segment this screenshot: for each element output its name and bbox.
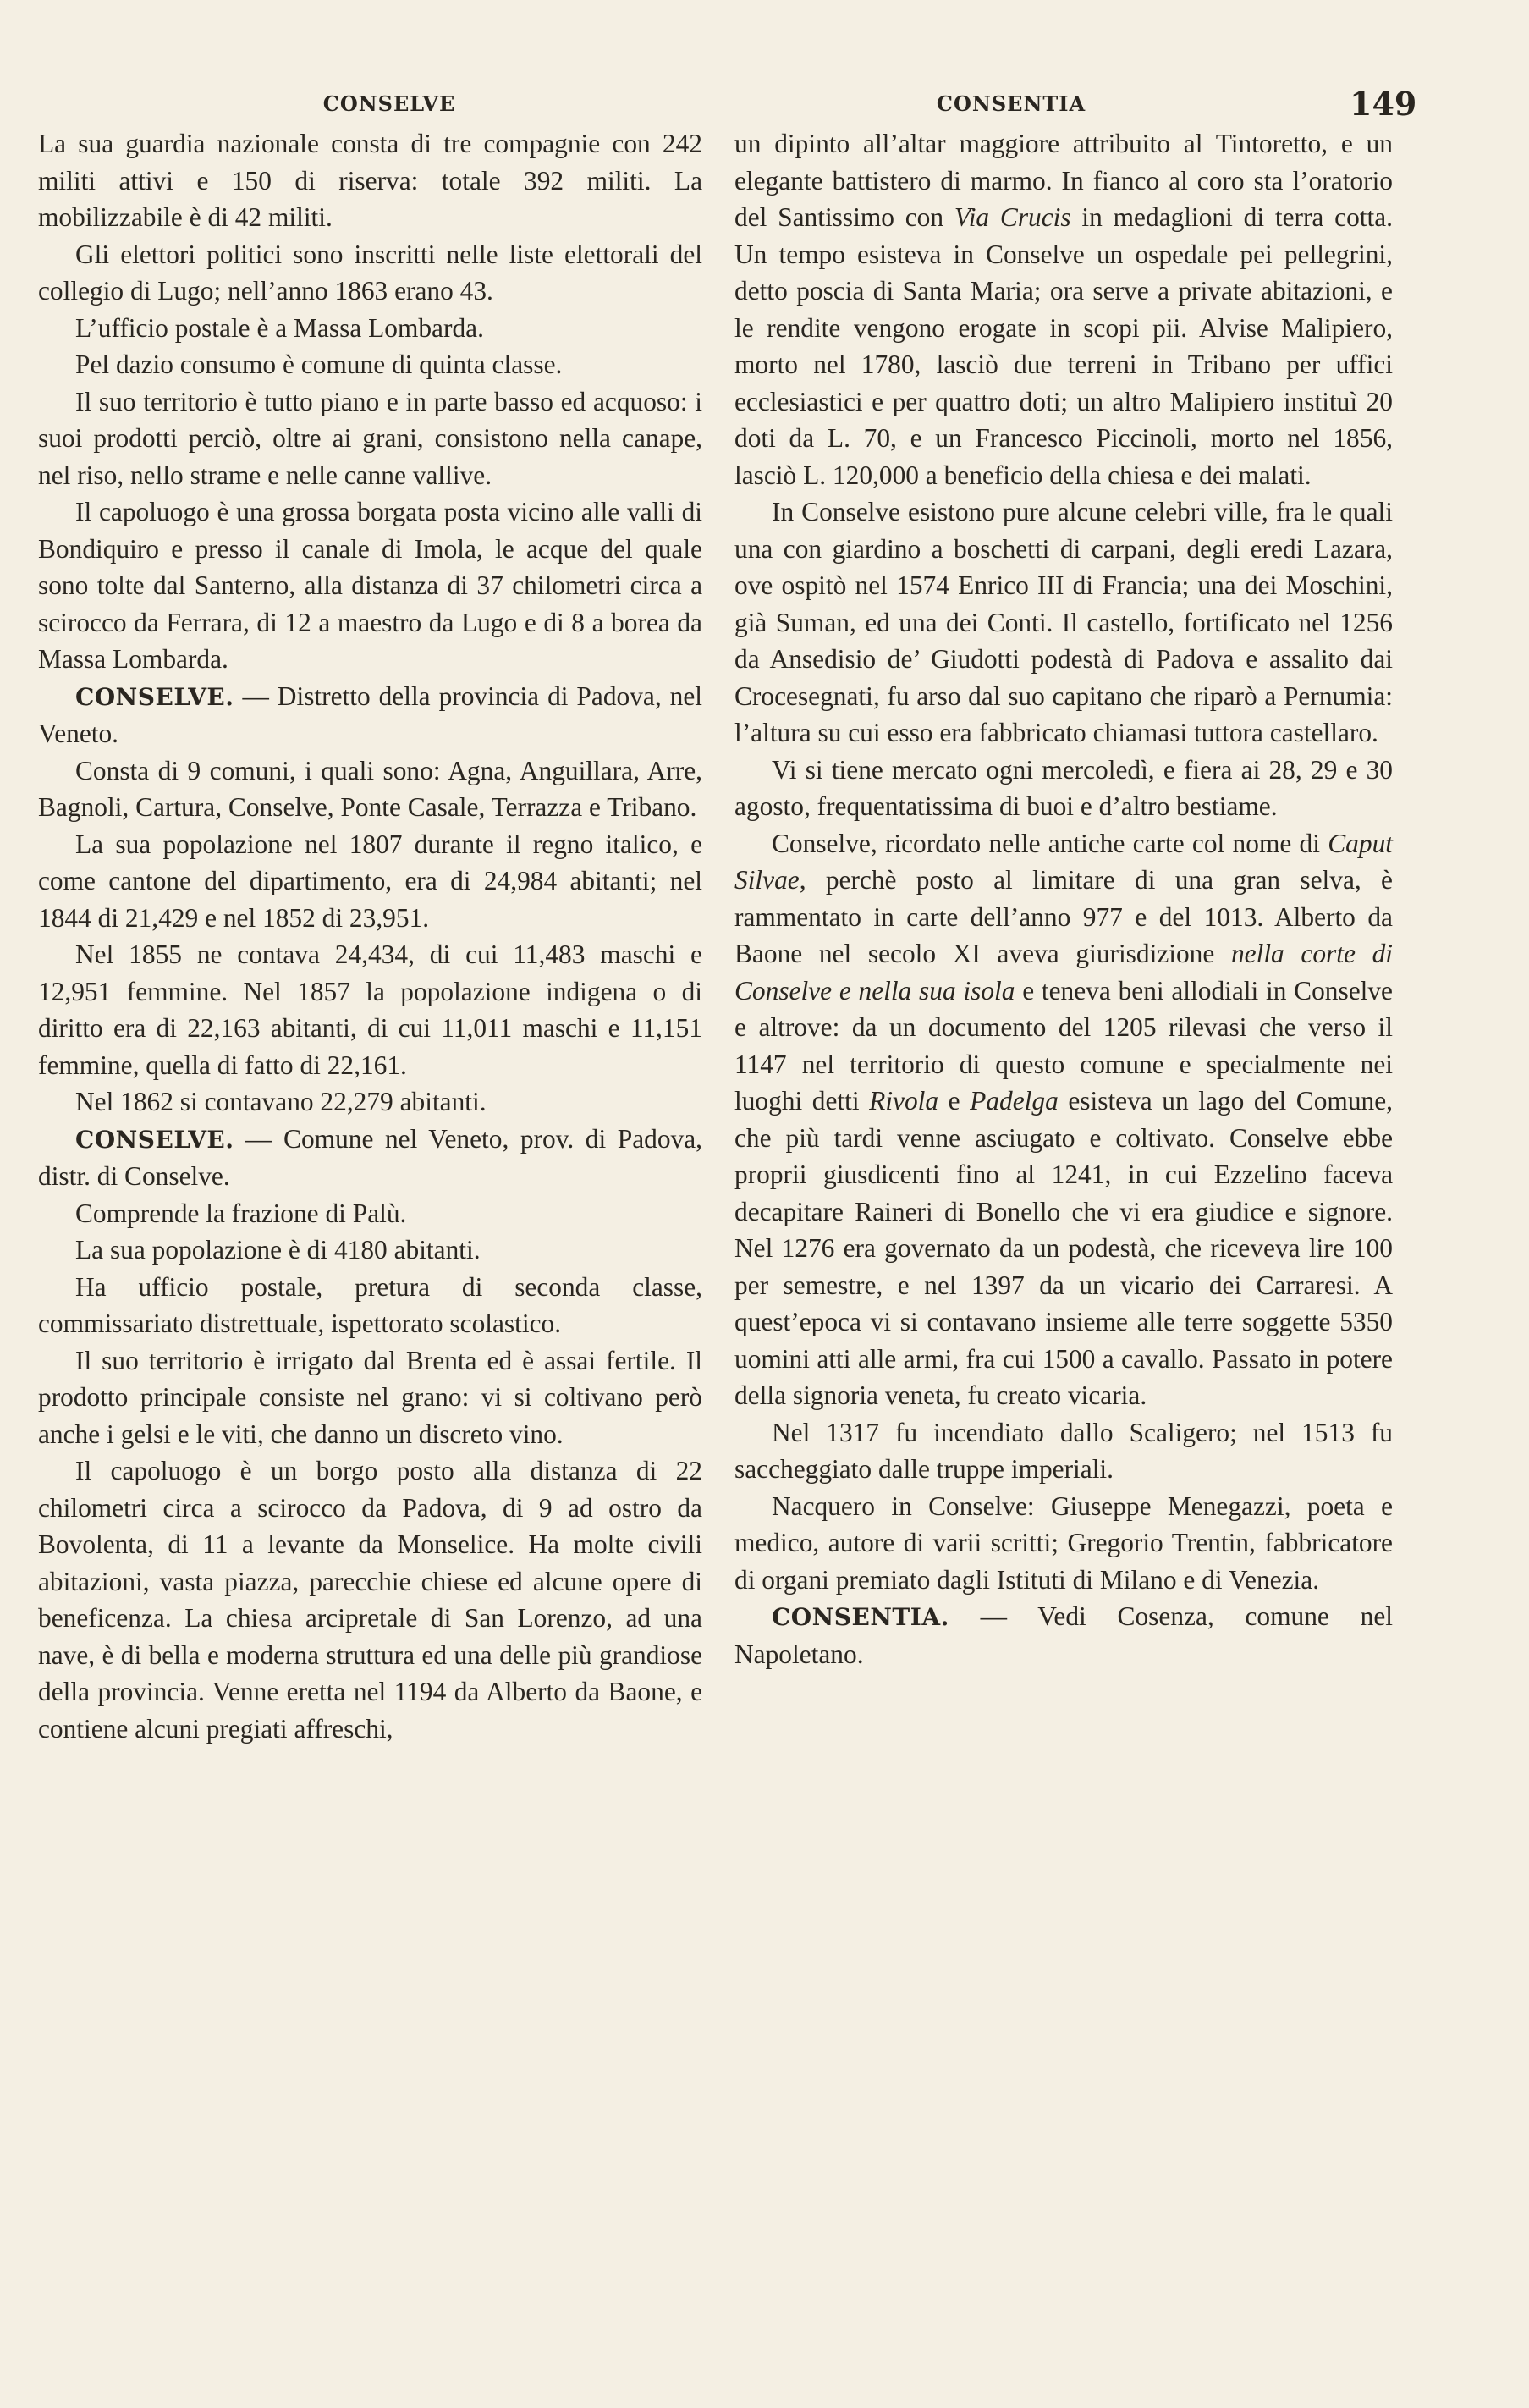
- paragraph: [734, 125, 1393, 493]
- text-run: Vi si tiene mercato ogni mercoledì, e fiera ai 28, 29 e 30 agosto, frequentatissima di buoi e d’altro bestiame.: [734, 754, 1393, 821]
- running-head-left: CONSELVE: [322, 91, 456, 116]
- text-run: e: [938, 1086, 971, 1116]
- text-run: Pel dazio consumo è comune di quinta classe.: [75, 350, 563, 379]
- text-run: L’ufficio postale è a Massa Lombarda.: [75, 312, 484, 343]
- text-run: — Distretto della provincia di Padova, nel Veneto.: [38, 681, 702, 748]
- paragraph: [38, 678, 702, 752]
- text-run: esisteva un lago del Comune, che più tardi venne asciugato e coltivato. Conselve ebbe proprii giusdicenti fino al 1241, in cui Ezzelino faceva decapitare Raineri di Bonello che vi era giudice e signore. Nel 1276 era governato da un podestà, che riceveva lire 100 per semestre, e nel 1397 da un vicario dei Carraresi. A quest’epoca vi si contavano insieme alle terre soggette 5350 uomini atti alle armi, fra cui 1500 a cavallo. Passato in potere della signoria veneta, fu creato vicaria.: [734, 1086, 1393, 1410]
- paragraph: [38, 236, 702, 310]
- text-run: — Vedi Cosenza, comune nel Napoletano.: [734, 1601, 1393, 1669]
- paragraph: [38, 493, 702, 678]
- italic-text: Via Crucis: [954, 202, 1071, 232]
- text-run: — Comune nel Veneto, prov. di Padova, distr. di Conselve.: [38, 1123, 702, 1191]
- text-run: Comprende la frazione di Palù.: [75, 1198, 407, 1228]
- text-run: Gli elettori politici sono inscritti nelle liste elettorali del collegio di Lugo; nell’anno 1863 erano 43.: [38, 239, 702, 306]
- paragraph: [38, 310, 702, 347]
- paragraph: [38, 1195, 702, 1232]
- paragraph: [38, 383, 702, 494]
- text-run: un dipinto all’altar maggiore attribuito al Tintoretto, e un elegante battistero di marmo. In fianco al coro sta l’oratorio del Santissimo con: [734, 129, 1393, 232]
- text-run: La sua popolazione è di 4180 abitanti.: [75, 1235, 481, 1265]
- paragraph: [38, 826, 702, 937]
- paragraph: [734, 493, 1393, 752]
- paragraph: [38, 936, 702, 1083]
- paragraph: [38, 1083, 702, 1121]
- paragraph: [734, 1414, 1393, 1488]
- text-run: e teneva beni allodiali in Conselve e altrove: da un documento del 1205 rilevasi che verso il 1147 nel territorio di questo comune e specialmente nei luoghi detti: [734, 975, 1393, 1116]
- running-head-right: CONSENTIA: [936, 91, 1086, 116]
- paragraph: [734, 1598, 1393, 1672]
- page-number: 149: [1350, 85, 1417, 123]
- entry-headword: CONSELVE.: [75, 682, 234, 711]
- text-run: Consta di 9 comuni, i quali sono: Agna, Anguillara, Arre, Bagnoli, Cartura, Conselve, Ponte Casale, Terrazza e Tribano.: [38, 755, 702, 822]
- paragraph: [734, 752, 1393, 825]
- text-run: Nel 1855 ne contava 24,434, di cui 11,483 maschi e 12,951 femmine. Nel 1857 la popolazione indigena o di diritto era di 22,163 abitanti, di cui 11,011 maschi e 11,151 femmine, quella di fatto di 22,161.: [38, 940, 702, 1080]
- paragraph: [38, 125, 702, 236]
- paragraph: [38, 1232, 702, 1269]
- text-run: , perchè posto al limitare di una gran selva, è rammentato in carte dell’anno 977 e del 1013. Alberto da Baone nel secolo XI aveva giurisdizione: [734, 865, 1393, 968]
- paragraph: [38, 346, 702, 383]
- text-run: La sua popolazione nel 1807 durante il regno italico, e come cantone del dipartimento, era di 24,984 abitanti; nel 1844 di 21,429 e nel 1852 di 23,951.: [38, 829, 702, 933]
- paragraph: [38, 1452, 702, 1747]
- text-run: Il capoluogo è una grossa borgata posta vicino alle valli di Bondiquiro e presso il canale di Imola, le acque del quale sono tolte dal Santerno, alla distanza di 37 chilometri circa a scirocco da Ferrara, di 12 a maestro da Lugo e di 8 a borea da Massa Lombarda.: [38, 497, 702, 674]
- paragraph: [38, 752, 702, 826]
- left-column: [38, 125, 702, 1747]
- paragraph: [734, 1488, 1393, 1599]
- paragraph: [38, 1269, 702, 1342]
- text-run: Nel 1862 si contavano 22,279 abitanti.: [75, 1087, 487, 1116]
- paragraph: [734, 825, 1393, 1414]
- right-column: [734, 125, 1393, 1672]
- paragraph: [38, 1342, 702, 1453]
- text-run: in medaglioni di terra cotta. Un tempo esisteva in Conselve un ospedale pei pellegrini, detto poscia di Santa Maria; ora serve a private abitazioni, e le rendite vengono erogate in scopi pii. Alvise Malipiero, morto nel 1780, lasciò due terreni in Tribano per uffici ecclesiastici e per quattro doti; un altro Malipiero instituì 20 doti da L. 70, e un Francesco Piccinoli, morto nel 1856, lasciò L. 120,000 a beneficio della chiesa e dei malati.: [734, 202, 1393, 490]
- text-run: Il suo territorio è tutto piano e in parte basso ed acquoso: i suoi prodotti perciò, oltre ai grani, consistono nella canape, nel riso, nello strame e nelle canne vallive.: [38, 386, 702, 490]
- italic-text: Caput Silvae: [734, 828, 1393, 895]
- entry-headword: CONSELVE.: [75, 1125, 234, 1154]
- italic-text: Rivola: [869, 1086, 939, 1116]
- text-run: Nacquero in Conselve: Giuseppe Menegazzi, poeta e medico, autore di varii scritti; Gregorio Trentin, fabbricatore di organi premiato dagli Istituti di Milano e di Venezia.: [734, 1491, 1393, 1595]
- italic-text: Padelga: [970, 1086, 1059, 1116]
- text-run: Ha ufficio postale, pretura di seconda classe, commissariato distrettuale, ispettorato scolastico.: [38, 1271, 702, 1338]
- text-run: Conselve, ricordato nelle antiche carte col nome di: [772, 828, 1328, 858]
- text-run: In Conselve esistono pure alcune celebri ville, fra le quali una con giardino a boschetti di carpani, degli eredi Lazara, ove ospitò nel 1574 Enrico III di Francia; una dei Moschini, già Suman, ed una dei Conti. Il castello, fortificato nel 1256 da Ansedisio de’ Giudotti podestà di Padova e assalito dai Crocesegnati, fu arso dal suo capitano che riparò a Pernumia: l’altura su cui esso era fabbricato chiamasi tuttora castellaro.: [734, 497, 1393, 747]
- text-run: Nel 1317 fu incendiato dallo Scaligero; nel 1513 fu saccheggiato dalle truppe imperiali.: [734, 1417, 1393, 1484]
- text-run: Il capoluogo è un borgo posto alla distanza di 22 chilometri circa a scirocco da Padova, di 9 ad ostro da Bovolenta, di 11 a levante da Monselice. Ha molte civili abitazioni, vasta piazza, parecchie chiese ed alcune opere di beneficenza. La chiesa arcipretale di San Lorenzo, ad una nave, è di bella e moderna struttura ed una delle più grandiose della provincia. Venne eretta nel 1194 da Alberto da Baone, e contiene alcuni pregiati affreschi,: [38, 1456, 702, 1744]
- entry-headword: CONSENTIA.: [772, 1603, 949, 1631]
- text-run: La sua guardia nazionale consta di tre compagnie con 242 militi attivi e 150 di riserva: totale 392 militi. La mobilizzabile è di 42 militi.: [38, 129, 702, 232]
- paragraph: [38, 1121, 702, 1195]
- italic-text: nella corte di Conselve e nella sua isola: [734, 939, 1393, 1006]
- text-run: Il suo territorio è irrigato dal Brenta ed è assai fertile. Il prodotto principale consiste nel grano: vi si coltivano però anche i gelsi e le viti, che danno un discreto vino.: [38, 1345, 702, 1449]
